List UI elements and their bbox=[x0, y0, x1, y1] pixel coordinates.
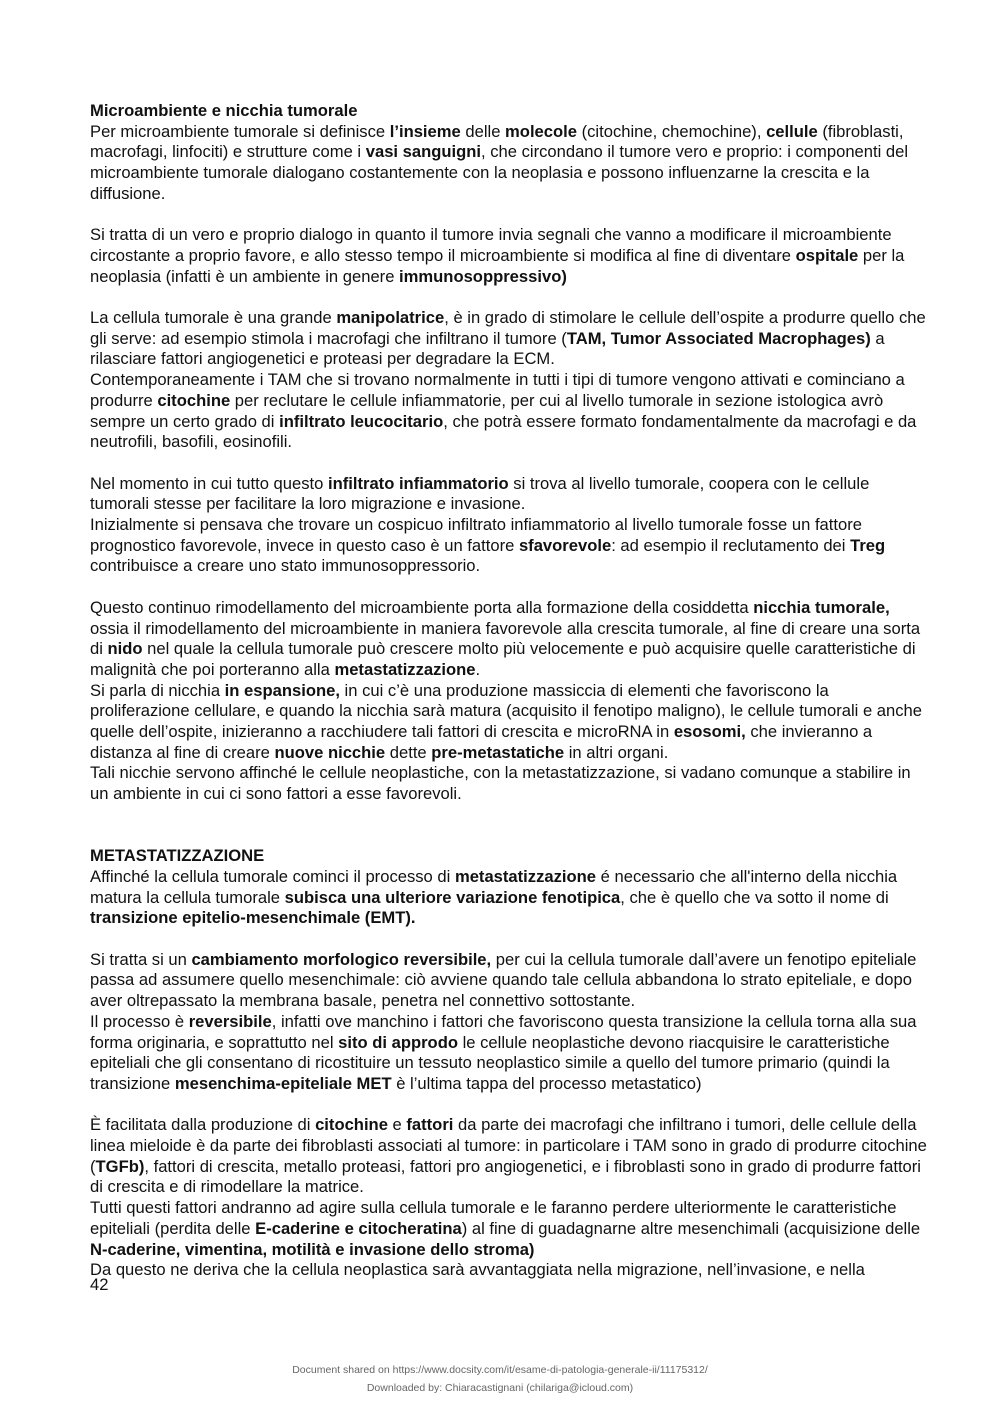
text-run: Si tratta di un vero e proprio dialogo in quanto il tumore invia segnali che vanno a modificare il microambiente circostante a proprio favore, e allo stesso tempo il microambiente si modifica al fine di diventare bbox=[90, 225, 892, 265]
bold-text: nicchia tumorale, bbox=[753, 597, 890, 617]
text-run: per cui la cellula tumorale dall’avere un fenotipo epiteliale passa ad assumere quello mesenchimale: ciò avviene quando tale cellula abbandona lo strato epiteliale, e dopo aver oltrepassato la membrana basale, penetra nel connettivo sottostante. bbox=[90, 949, 917, 1011]
text-run: (citochine, chemochine), bbox=[576, 121, 767, 141]
bold-text: molecole bbox=[505, 121, 577, 141]
bold-text: nuove nicchie bbox=[274, 742, 386, 762]
text-run: dette bbox=[385, 742, 432, 762]
bold-text: citochine bbox=[157, 390, 231, 410]
bold-text: immunosoppressivo) bbox=[399, 266, 567, 286]
text-run: Il processo è bbox=[90, 1011, 189, 1031]
text-run: Questo continuo rimodellamento del microambiente porta alla formazione della cosiddetta bbox=[90, 597, 754, 617]
text-run: , è in grado di stimolare le cellule dell’ospite a produrre quello che gli serve: ad esempio stimola i macrofagi che infiltrano il tumore ( bbox=[90, 308, 926, 348]
text-run: : ad esempio il reclutamento dei bbox=[611, 535, 851, 555]
text-run: a rilasciare fattori angiogenetici e proteasi per degradare la ECM. bbox=[90, 328, 885, 369]
text-run: per reclutare le cellule infiammatorie, per cui al livello tumorale in sezione istologica avrò sempre un certo grado di bbox=[90, 390, 884, 431]
bold-text: metastatizzazione bbox=[454, 866, 597, 886]
bold-text: in espansione, bbox=[224, 680, 340, 700]
bold-text: sito di approdo bbox=[338, 1032, 458, 1052]
text-run: contribuisce a creare uno stato immunosoppressorio. bbox=[90, 556, 481, 576]
bold-text: cellule bbox=[766, 121, 818, 141]
paragraph bbox=[90, 225, 930, 287]
text-run: ossia il rimodellamento del microambiente in maniera favorevole alla crescita tumorale, al fine di creare una sorta di bbox=[90, 618, 921, 659]
text-run: Si tratta si un bbox=[90, 949, 192, 969]
bold-text: N-caderine, vimentina, motilità e invasione dello stroma) bbox=[90, 1239, 535, 1259]
paragraph bbox=[90, 763, 930, 804]
footer-shared-link: Document shared on https://www.docsity.com/it/esame-di-patologia-generale-ii/11175312/ bbox=[292, 1364, 708, 1376]
bold-text: infiltrato infiammatorio bbox=[327, 473, 509, 493]
bold-text: l’insieme bbox=[389, 121, 461, 141]
paragraph bbox=[90, 515, 930, 577]
text-run: Tutti questi fattori andranno ad agire sulla cellula tumorale e le faranno perdere ulteriormente le caratteristiche epiteliali (perdita delle bbox=[90, 1198, 897, 1238]
text-run: é necessario che all'interno della nicchia matura la cellula tumorale bbox=[90, 866, 898, 907]
bold-text: pre-metastatiche bbox=[431, 742, 565, 762]
section-title-metastatizzazione: METASTATIZZAZIONE bbox=[90, 846, 265, 866]
section-title-microambiente: Microambiente e nicchia tumorale bbox=[90, 101, 358, 120]
text-run: Affinché la cellula tumorale cominci il processo di bbox=[90, 866, 455, 886]
paragraph bbox=[90, 474, 930, 515]
bold-text: cambiamento morfologico reversibile, bbox=[191, 949, 492, 969]
document-body bbox=[90, 101, 930, 1281]
text-run: le cellule neoplastiche devono riacquisire le caratteristiche epiteliali che gli consentano di ricostituire un tessuto neoplastico simile a quello del tumore primario (quindi la transizione bbox=[90, 1032, 890, 1093]
text-run: È facilitata dalla produzione di bbox=[90, 1115, 316, 1135]
text-run: Da questo ne deriva che la cellula neoplastica sarà avvantaggiata nella migrazione, nell’invasione, e nella bbox=[90, 1260, 865, 1280]
paragraph bbox=[90, 1198, 930, 1260]
bold-text: transizione epitelio-mesenchimale (EMT). bbox=[90, 908, 416, 928]
text-run: , che è quello che va sotto il nome di bbox=[620, 887, 889, 907]
bold-text: sfavorevole bbox=[518, 535, 612, 555]
bold-text: reversibile bbox=[188, 1011, 272, 1031]
bold-text: metastatizzazione bbox=[334, 659, 476, 679]
text-run: e bbox=[387, 1115, 407, 1135]
bold-text: manipolatrice bbox=[336, 308, 445, 327]
bold-text: nido bbox=[107, 639, 143, 659]
bold-text: E-caderine e citocheratina bbox=[255, 1218, 462, 1238]
paragraph bbox=[90, 370, 930, 453]
text-run: , che potrà essere formato fondamentalmente da macrofagi e da neutrofili, basofili, eosinofili. bbox=[90, 411, 917, 452]
bold-text: infiltrato leucocitario bbox=[279, 411, 444, 431]
text-run: Contemporaneamente i TAM che si trovano normalmente in tutti i tipi di tumore vengono attivati e cominciano a produrre bbox=[90, 370, 905, 410]
text-run: La cellula tumorale è una grande bbox=[90, 308, 337, 327]
paragraph bbox=[90, 598, 930, 681]
text-run: in altri organi. bbox=[564, 742, 669, 762]
text-run: nel quale la cellula tumorale può crescere molto più velocemente e può acquisire quelle caratteristiche di malignità che poi porteranno alla bbox=[90, 639, 916, 679]
bold-text: esosomi, bbox=[673, 722, 746, 742]
paragraph bbox=[90, 1115, 930, 1198]
bold-text: fattori bbox=[406, 1115, 454, 1135]
text-run: si trova al livello tumorale, coopera con le cellule tumorali stesse per facilitare la loro migrazione e invasione. bbox=[90, 473, 870, 514]
text-run: . bbox=[475, 659, 481, 679]
text-run: (fibroblasti, macrofagi, linfociti) e strutture come i bbox=[90, 121, 904, 162]
paragraph bbox=[90, 1260, 930, 1281]
bold-text: Treg bbox=[850, 535, 886, 555]
text-run: , che circondano il tumore vero e proprio: i componenti del microambiente tumorale dialogano costantemente con la neoplasia e possono influenzarne la crescita e la diffusione. bbox=[90, 142, 909, 203]
text-run: Per microambiente tumorale si definisce bbox=[90, 121, 390, 141]
paragraph bbox=[90, 1012, 930, 1095]
paragraph bbox=[90, 867, 930, 929]
bold-text: vasi sanguigni bbox=[365, 142, 481, 162]
bold-text: TAM, Tumor Associated Macrophages) bbox=[566, 328, 871, 348]
bold-text: subisca una ulteriore variazione fenotipica bbox=[284, 887, 621, 907]
text-run: Nel momento in cui tutto questo bbox=[90, 473, 328, 493]
text-run: ) al fine di guadagnarne altre mesenchimali (acquisizione delle bbox=[461, 1218, 921, 1238]
paragraph bbox=[90, 950, 930, 1012]
text-run: in cui c’è una produzione massiccia di elementi che favoriscono la proliferazione cellulare, e quando la nicchia sarà matura (acquisito il fenotipo maligno), le cellule tumorali e anche quelle dell’ospite, inizieranno a racchiudere tali fattori di crescita e microRNA in bbox=[90, 680, 922, 742]
bold-text: citochine bbox=[315, 1115, 388, 1135]
bold-text: TGFb) bbox=[95, 1156, 145, 1176]
text-run: , infatti ove manchino i fattori che favoriscono questa transizione la cellula torna alla sua forma originaria, e soprattutto nel bbox=[90, 1011, 917, 1052]
bold-text: ospitale bbox=[795, 245, 859, 265]
footer-downloaded-by: Downloaded by: Chiaracastignani (chilariga@icloud.com) bbox=[366, 1382, 634, 1394]
text-run: , fattori di crescita, metallo proteasi, fattori pro angiogenetici, e i fibroblasti sono in grado di produrre fattori di crescita e di rimodellare la matrice. bbox=[90, 1156, 921, 1197]
text-run: Tali nicchie servono affinché le cellule neoplastiche, con la metastatizzazione, si vadano comunque a stabilire in un ambiente in cui ci sono fattori a esse favorevoli. bbox=[90, 763, 911, 804]
text-run: delle bbox=[460, 121, 506, 141]
text-run: è l’ultima tappa del processo metastatico) bbox=[391, 1073, 702, 1093]
bold-text: mesenchima-epiteliale MET bbox=[174, 1073, 392, 1093]
paragraph bbox=[90, 122, 930, 205]
text-run: che invieranno a distanza al fine di creare bbox=[90, 722, 873, 762]
text-run: da parte dei macrofagi che infiltrano i tumori, delle cellule della linea mieloide è da parte dei fibroblasti associati al tumore: in particolare i TAM sono in grado di produrre citochine ( bbox=[90, 1115, 927, 1176]
page-number: 42 bbox=[90, 1275, 109, 1294]
text-run: per la neoplasia (infatti è un ambiente in genere bbox=[90, 245, 905, 286]
paragraph bbox=[90, 681, 930, 764]
text-run: Si parla di nicchia bbox=[90, 680, 225, 700]
paragraph bbox=[90, 308, 930, 370]
text-run: Inizialmente si pensava che trovare un cospicuo infiltrato infiammatorio al livello tumorale fosse un fattore prognostico favorevole, invece in questo caso è un fattore bbox=[90, 515, 862, 555]
